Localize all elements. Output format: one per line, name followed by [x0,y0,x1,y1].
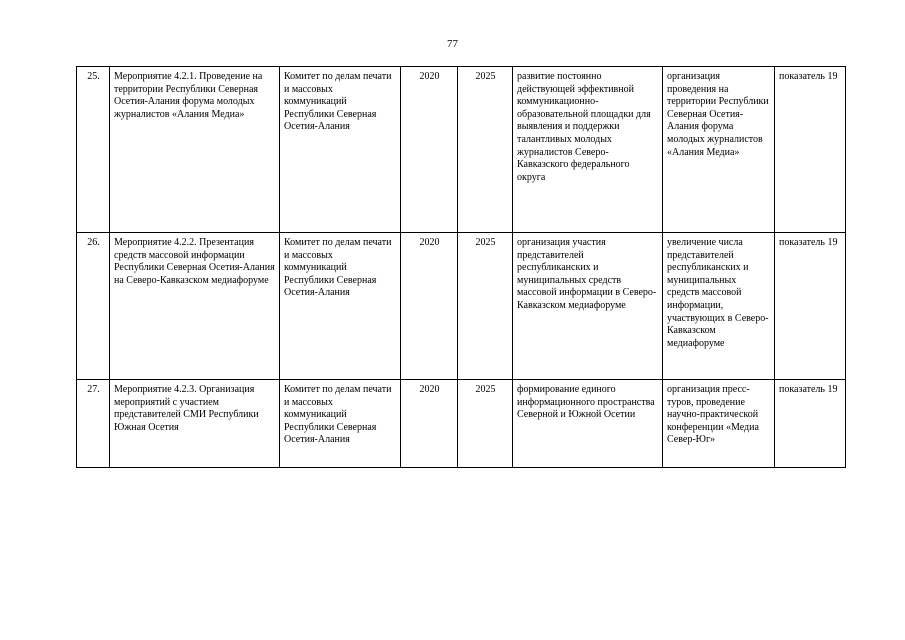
executor-cell: Комитет по делам печати и массовых коммуникаций Республики Северная Осетия-Алания [280,233,401,380]
indicator-cell: показатель 19 [775,233,846,380]
table-row [77,233,846,380]
start-year-cell: 2020 [401,380,458,468]
consequence-cell: организация пресс-туров, проведение научно-практической конференции «Медиа Север-Юг» [663,380,775,468]
executor-cell: Комитет по делам печати и массовых коммуникаций Республики Северная Осетия-Алания [280,67,401,233]
event-name-cell: Мероприятие 4.2.1. Проведение на территории Республики Северная Осетия-Алания форума молодых журналистов «Алания Медиа» [110,67,280,233]
end-year-cell: 2025 [458,67,513,233]
row-number: 27. [77,380,110,468]
page-number: 77 [447,38,458,50]
indicator-cell: показатель 19 [775,67,846,233]
expected-result-cell: организация участия представителей республиканских и муниципальных средств массовой информации в Северо-Кавказском медиафоруме [513,233,663,380]
executor-cell: Комитет по делам печати и массовых коммуникаций Республики Северная Осетия-Алания [280,380,401,468]
row-number: 25. [77,67,110,233]
expected-result-cell: формирование единого информационного пространства Северной и Южной Осетии [513,380,663,468]
start-year-cell: 2020 [401,67,458,233]
consequence-cell: организация проведения на территории Республики Северная Осетия-Алания форума молодых журналистов «Алания Медиа» [663,67,775,233]
consequence-cell: увеличение числа представителей республиканских и муниципальных средств массовой информации, участвующих в Северо-Кавказском медиафоруме [663,233,775,380]
end-year-cell: 2025 [458,233,513,380]
program-events-table [76,66,846,468]
event-name-cell: Мероприятие 4.2.3. Организация мероприятий с участием представителей СМИ Республики Южная Осетия [110,380,280,468]
table-row [77,380,846,468]
expected-result-cell: развитие постоянно действующей эффективной коммуникационно-образовательной площадки для выявления и поддержки талантливых молодых журналистов Северо-Кавказского федерального округа [513,67,663,233]
start-year-cell: 2020 [401,233,458,380]
table-row [77,67,846,233]
event-name-cell: Мероприятие 4.2.2. Презентация средств массовой информации Республики Северная Осетия-Алания на Северо-Кавказском медиафоруме [110,233,280,380]
indicator-cell: показатель 19 [775,380,846,468]
end-year-cell: 2025 [458,380,513,468]
row-number: 26. [77,233,110,380]
